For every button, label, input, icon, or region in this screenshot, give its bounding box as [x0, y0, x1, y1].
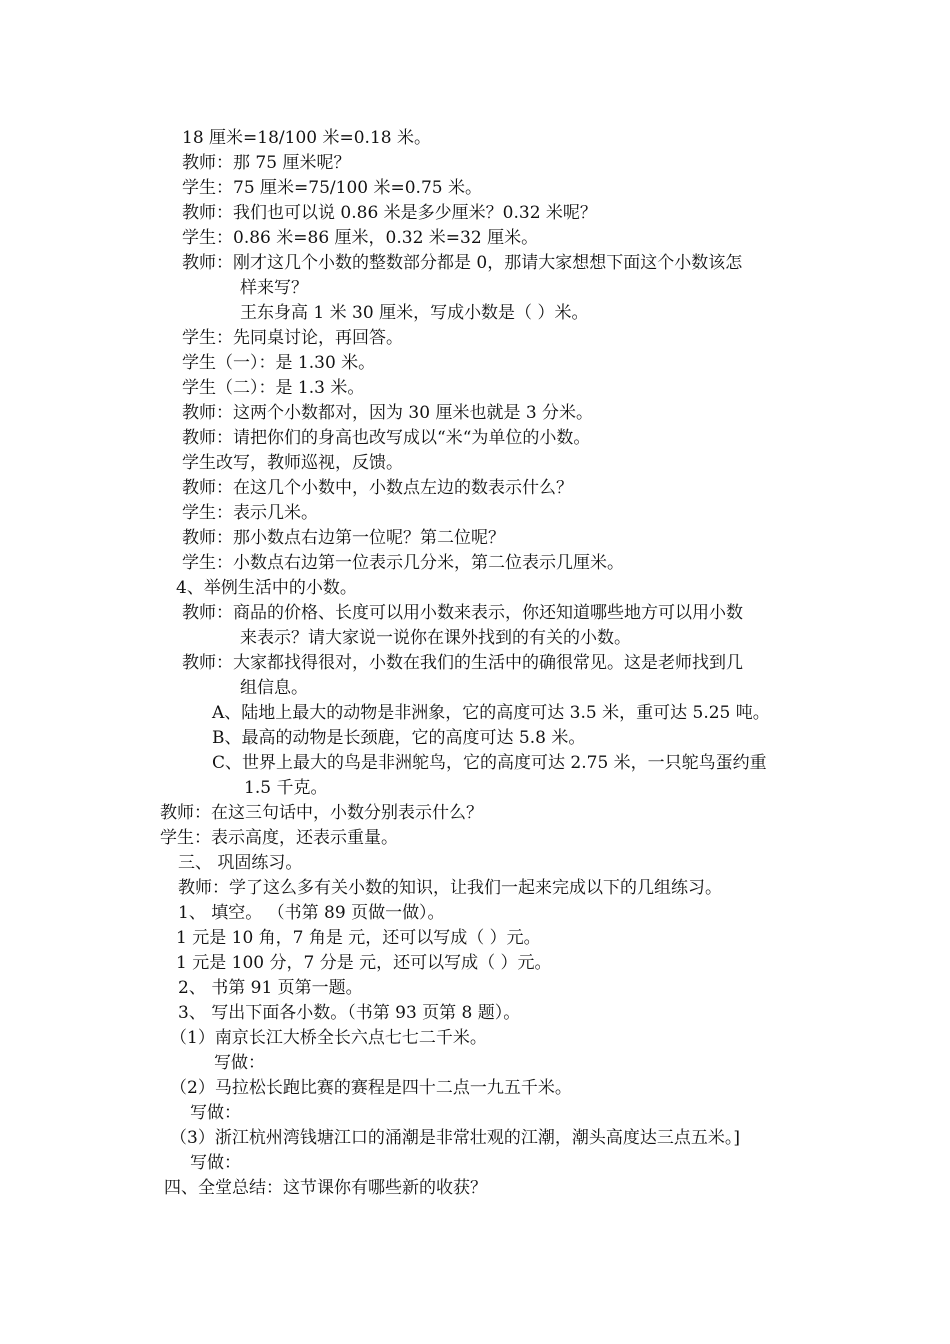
- text-line: 教师：学了这么多有关小数的知识，让我们一起来完成以下的几组练习。: [178, 878, 722, 898]
- text-line: 王东身高 1 米 30 厘米，写成小数是（ ）米。: [240, 303, 589, 323]
- text-line: 教师：请把你们的身高也改写成以“米“为单位的小数。: [182, 428, 591, 448]
- text-line: C、世界上最大的鸟是非洲鸵鸟，它的高度可达 2.75 米，一只鸵鸟蛋约重: [212, 753, 767, 773]
- text-line: 四、全堂总结：这节课你有哪些新的收获？: [164, 1178, 487, 1198]
- text-line: 样来写？: [240, 278, 308, 298]
- text-line: 3、 写出下面各小数。（书第 93 页第 8 题）。: [178, 1003, 521, 1023]
- text-line: 组信息。: [240, 678, 308, 698]
- text-line: 写做：: [190, 1153, 241, 1173]
- text-line: 教师：在这几个小数中，小数点左边的数表示什么？: [182, 478, 573, 498]
- text-line: 教师：这两个小数都对，因为 30 厘米也就是 3 分米。: [182, 403, 594, 423]
- text-line: 学生：75 厘米=75/100 米=0.75 米。: [182, 178, 482, 198]
- text-line: 1 元是 10 角，7 角是 元，还可以写成（ ）元。: [176, 928, 541, 948]
- text-line: 4、举例生活中的小数。: [176, 578, 357, 598]
- text-line: 教师：那 75 厘米呢？: [182, 153, 351, 173]
- text-line: 写做：: [190, 1103, 241, 1123]
- text-line: 1 元是 100 分，7 分是 元，还可以写成（ ）元。: [176, 953, 552, 973]
- text-line: （1）南京长江大桥全长六点七七二千米。: [170, 1028, 487, 1048]
- text-line: 1、 填空。 （书第 89 页做一做）。: [178, 903, 445, 923]
- text-line: A、陆地上最大的动物是非洲象，它的高度可达 3.5 米，重可达 5.25 吨。: [212, 703, 770, 723]
- text-line: 18 厘米=18/100 米=0.18 米。: [182, 128, 431, 148]
- text-line: 教师：那小数点右边第一位呢？第二位呢？: [182, 528, 505, 548]
- text-line: 教师：在这三句话中，小数分别表示什么？: [160, 803, 483, 823]
- text-line: 学生：表示高度，还表示重量。: [160, 828, 398, 848]
- text-line: 学生改写，教师巡视，反馈。: [182, 453, 403, 473]
- text-line: （2）马拉松长跑比赛的赛程是四十二点一九五千米。: [170, 1078, 572, 1098]
- text-line: 教师：刚才这几个小数的整数部分都是 0，那请大家想想下面这个小数该怎: [182, 253, 743, 273]
- text-line: 学生：表示几米。: [182, 503, 318, 523]
- text-line: B、最高的动物是长颈鹿，它的高度可达 5.8 米。: [212, 728, 586, 748]
- text-line: 学生：小数点右边第一位表示几分米，第二位表示几厘米。: [182, 553, 624, 573]
- text-line: 三、 巩固练习。: [178, 853, 303, 873]
- text-line: 学生（二）：是 1.3 米。: [182, 378, 365, 398]
- text-line: 学生：先同桌讨论，再回答。: [182, 328, 403, 348]
- text-line: 写做：: [214, 1053, 265, 1073]
- text-line: 学生（一）：是 1.30 米。: [182, 353, 376, 373]
- text-line: 学生：0.86 米=86 厘米，0.32 米=32 厘米。: [182, 228, 539, 248]
- text-line: 来表示？请大家说一说你在课外找到的有关的小数。: [240, 628, 631, 648]
- text-line: 1.5 千克。: [244, 778, 328, 798]
- text-line: 2、 书第 91 页第一题。: [178, 978, 363, 998]
- text-line: （3）浙江杭州湾钱塘江口的涌潮是非常壮观的江潮，潮头高度达三点五米。]: [170, 1128, 740, 1148]
- text-line: 教师：商品的价格、长度可以用小数来表示，你还知道哪些地方可以用小数: [182, 603, 743, 623]
- text-line: 教师：我们也可以说 0.86 米是多少厘米？0.32 米呢？: [182, 203, 597, 223]
- text-line: 教师：大家都找得很对，小数在我们的生活中的确很常见。这是老师找到几: [182, 653, 743, 673]
